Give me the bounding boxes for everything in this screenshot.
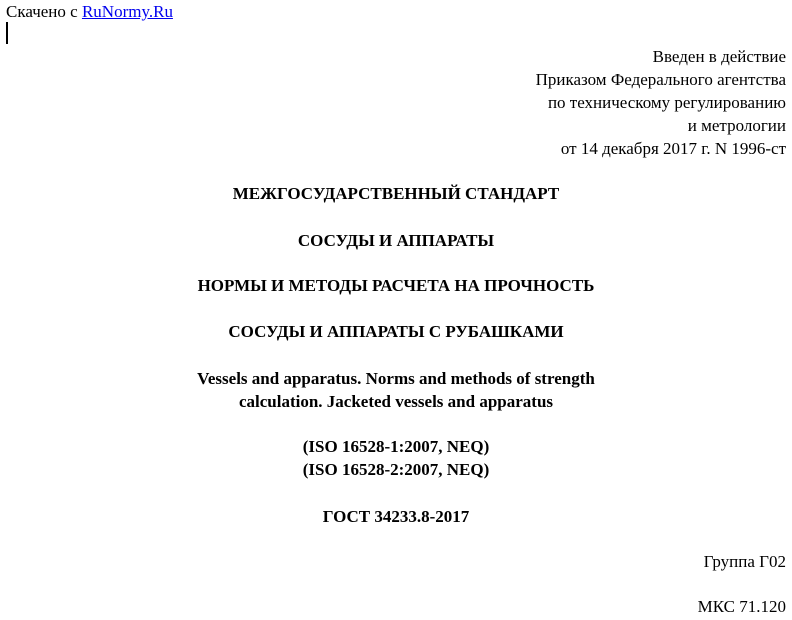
title-sub: НОРМЫ И МЕТОДЫ РАСЧЕТА НА ПРОЧНОСТЬ	[197, 276, 595, 295]
mks-code: МКС 71.120	[697, 597, 786, 616]
standard-type-heading: МЕЖГОСУДАРСТВЕННЫЙ СТАНДАРТ	[232, 184, 560, 203]
approval-line: Введен в действие	[652, 47, 786, 66]
classification-group: Группа Г02	[703, 552, 786, 571]
download-prefix: Скачено с	[6, 2, 78, 21]
approval-line: по техническому регулированию	[547, 93, 786, 112]
approval-line: Приказом Федерального агентства	[535, 70, 786, 89]
english-title-line-2: calculation. Jacketed vessels and apparatus	[238, 392, 554, 411]
runormy-link[interactable]: RuNormy.Ru	[81, 2, 173, 21]
title-part: СОСУДЫ И АППАРАТЫ С РУБАШКАМИ	[228, 322, 564, 341]
approval-line: и метрологии	[687, 116, 786, 135]
approval-block	[536, 45, 786, 160]
gost-designation: ГОСТ 34233.8-2017	[322, 507, 470, 526]
iso-reference-1: (ISO 16528-1:2007, NEQ)	[302, 437, 490, 456]
iso-reference-2: (ISO 16528-2:2007, NEQ)	[302, 460, 490, 479]
english-title-line-1: Vessels and apparatus. Norms and methods of strength	[197, 369, 595, 388]
text-cursor-icon	[6, 22, 8, 44]
download-source-line	[6, 2, 173, 22]
approval-line: от 14 декабря 2017 г. N 1996-ст	[560, 139, 786, 158]
title-main: СОСУДЫ И АППАРАТЫ	[297, 231, 495, 250]
